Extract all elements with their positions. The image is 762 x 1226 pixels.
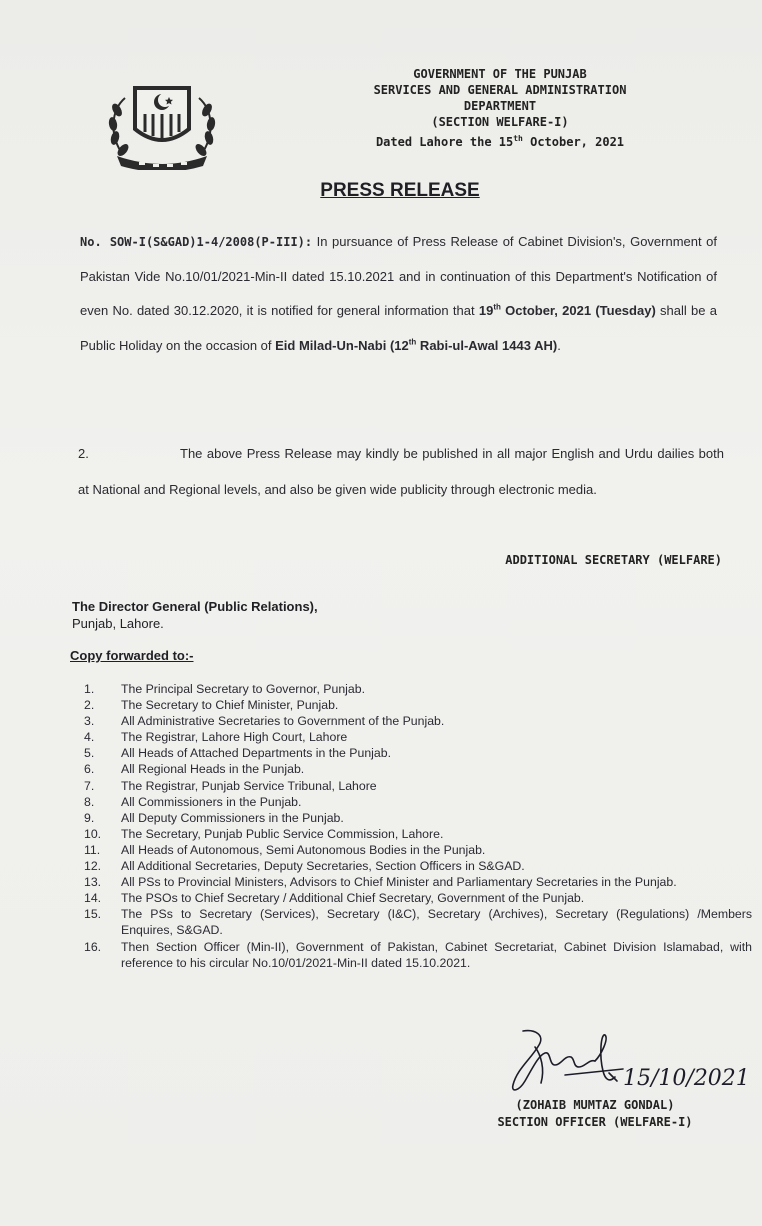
signoff-designation: ADDITIONAL SECRETARY (WELFARE)	[505, 553, 722, 567]
list-item-number: 2.	[84, 698, 95, 713]
list-item-number: 7.	[84, 778, 95, 793]
list-item-text: All Regional Heads in the Punjab.	[121, 762, 305, 777]
list-item	[84, 713, 752, 729]
punjab-emblem-icon	[103, 80, 221, 170]
list-item-number: 15.	[84, 907, 102, 922]
list-item	[84, 729, 752, 745]
list-item-text: The Principal Secretary to Governor, Punjab.	[121, 682, 366, 696]
list-item-number: 3.	[84, 714, 95, 729]
addressee-title: The Director General (Public Relations),	[72, 599, 318, 614]
list-item	[84, 794, 752, 810]
list-item-number: 6.	[84, 762, 95, 777]
list-item-text: All Additional Secretaries, Deputy Secretaries, Section Officers in S&GAD.	[121, 859, 525, 874]
list-item-text: All Heads of Autonomous, Semi Autonomous Bodies in the Punjab.	[121, 842, 486, 857]
holiday-occasion: Eid Milad-Un-Nabi (12th Rabi-ul-Awal 1443 AH)	[275, 337, 558, 353]
list-item-text: All Heads of Attached Departments in the Punjab.	[121, 746, 392, 761]
signing-officer	[455, 1097, 735, 1131]
list-item-text: Then Section Officer (Min-II), Government of Pakistan, Cabinet Secretariat, Cabinet Division Islamabad, with reference to his circular No.10/01/2021-Min-II dated 15.10.2021.	[121, 939, 752, 970]
list-item-text: All PSs to Provincial Ministers, Advisors to Chief Minister and Parliamentary Secretaries in the Punjab.	[121, 875, 677, 890]
letterhead-section: (SECTION WELFARE-I)	[431, 115, 569, 129]
list-item	[84, 761, 752, 777]
list-item	[84, 890, 752, 906]
letterhead-department-cont: DEPARTMENT	[463, 99, 537, 113]
list-item-text: The PSOs to Chief Secretary / Additional Chief Secretary, Government of the Punjab.	[121, 891, 585, 906]
list-item-number: 12.	[84, 859, 102, 874]
letterhead	[290, 66, 710, 150]
copy-forwarded-list	[84, 681, 752, 971]
paragraph-2: 2. The above Press Release may kindly be published in all major English and Urdu dailies both at National and Regional levels, and also be given wide publicity through electronic media.	[78, 436, 724, 508]
list-item	[84, 810, 752, 826]
list-item-number: 5.	[84, 746, 95, 761]
list-item-number: 4.	[84, 730, 95, 745]
officer-designation: SECTION OFFICER (WELFARE-I)	[497, 1115, 693, 1129]
list-item-number: 10.	[84, 826, 102, 841]
list-item-text: All Administrative Secretaries to Government of the Punjab.	[121, 714, 445, 729]
paragraph-1: No. SOW-I(S&GAD)1-4/2008(P-III): In pursuance of Press Release of Cabinet Division's, Government of Pakistan Vide No.10/01/2021-Min-II dated 15.10.2021 and in continuation of this Department's Notification of even No. dated 30.12.2020, it is notified for general information that 19th October, 2021 (Tuesday) shall be a Public Holiday on the occasion of Eid Milad-Un-Nabi (12th Rabi-ul-Awal 1443 AH).	[80, 234, 717, 353]
paragraph-number: 2.	[78, 446, 89, 461]
list-item-text: The Registrar, Punjab Service Tribunal, Lahore	[121, 778, 377, 793]
list-item-number: 9.	[84, 810, 95, 825]
list-item-number: 16.	[84, 939, 102, 954]
addressee	[72, 598, 318, 632]
list-item	[84, 939, 752, 971]
list-item-text: The PSs to Secretary (Services), Secretary (I&C), Secretary (Archives), Secretary (Regulations) /Members Enquires, S&GAD.	[121, 907, 752, 938]
officer-name: (ZOHAIB MUMTAZ GONDAL)	[515, 1098, 675, 1112]
holiday-date: 19th October, 2021 (Tuesday)	[478, 302, 656, 318]
list-item-number: 8.	[84, 794, 95, 809]
list-item	[84, 681, 752, 697]
letterhead-government: GOVERNMENT OF THE PUNJAB	[413, 67, 587, 81]
reference-number: No. SOW-I(S&GAD)1-4/2008(P-III):	[80, 235, 313, 249]
list-item	[84, 826, 752, 842]
letterhead-date: Dated Lahore the 15th October, 2021	[375, 134, 625, 149]
list-item-number: 14.	[84, 891, 102, 906]
list-item-number: 13.	[84, 875, 102, 890]
list-item	[84, 778, 752, 794]
copy-forwarded-heading: Copy forwarded to:-	[70, 648, 194, 663]
letterhead-department: SERVICES AND GENERAL ADMINISTRATION	[373, 83, 627, 97]
addressee-location: Punjab, Lahore.	[72, 616, 164, 631]
list-item	[84, 858, 752, 874]
document-title: PRESS RELEASE	[320, 180, 480, 201]
list-item-text: All Deputy Commissioners in the Punjab.	[121, 810, 344, 825]
signature-date: 15/10/2021	[623, 1066, 750, 1091]
list-item	[84, 906, 752, 938]
list-item	[84, 697, 752, 713]
list-item-text: All Commissioners in the Punjab.	[121, 794, 302, 809]
handwritten-signature	[505, 1025, 762, 1105]
list-item-text: The Registrar, Lahore High Court, Lahore	[121, 730, 348, 745]
list-item	[84, 842, 752, 858]
list-item-number: 1.	[84, 682, 95, 696]
list-item	[84, 745, 752, 761]
list-item	[84, 874, 752, 890]
list-item-text: The Secretary to Chief Minister, Punjab.	[121, 698, 339, 713]
list-item-number: 11.	[84, 842, 101, 857]
list-item-text: The Secretary, Punjab Public Service Commission, Lahore.	[121, 826, 444, 841]
